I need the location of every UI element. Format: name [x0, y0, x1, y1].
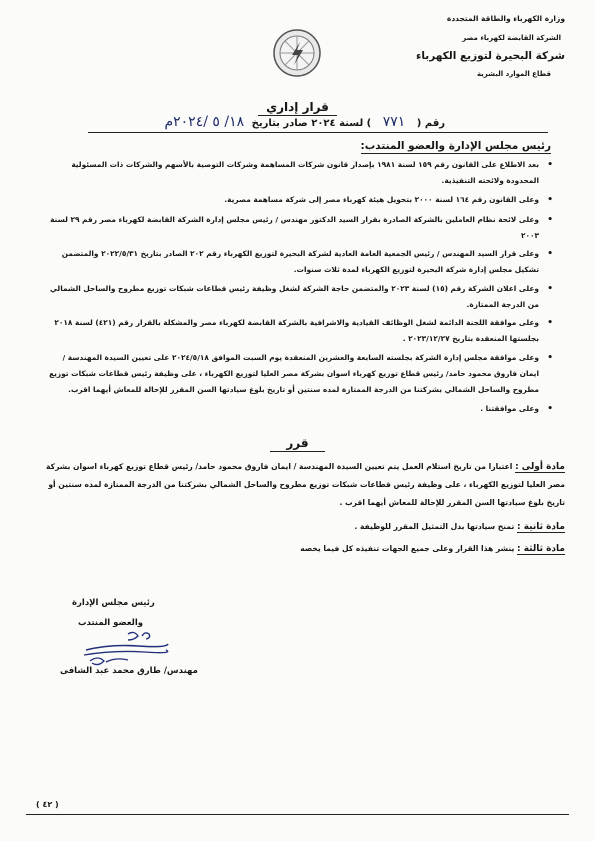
- preamble-8: • وعلى موافقتنا .: [480, 404, 553, 414]
- sector-name: قطاع الموارد البشرية: [476, 70, 551, 78]
- issuer-heading: رئيس مجلس الإدارة والعضو المنتدب:: [360, 140, 551, 152]
- ministry-name: وزارة الكهرباء والطاقة المتجددة: [446, 14, 565, 23]
- preamble-3: • وعلى لائحة نظام العاملين بالشركة الصادرة بقرار السيد الدكتور مهندس / رئيس مجلس إدارة الشركة القابضة لكهرباء مصر رقم ٢٩ لسنة ٢٠٠٣: [50, 215, 553, 240]
- preamble-5: • وعلى اعلان الشركة رقم (١٥) لسنة ٢٠٢٣ والمتضمن حاجة الشركة لشغل وظيفة رئيس قطاعات شبكات توزيع مطروح والساحل الشمالي من الدرجة الممتازة.: [49, 284, 553, 309]
- decree-number-line: رقم ( ٧٧١ ) لسنة ٢٠٢٤ صادر بتاريخ ١٨/ ٥ /٢٠٢٤م: [160, 114, 445, 130]
- preamble-6: • وعلى موافقة اللجنة الدائمة لشغل الوظائف القيادية والاشرافية بالشركة القابضة لكهرباء مصر والمشكلة بالقرار رقم (٤٢١) لسنة ٢٠١٨ بجلستها المنعقدة بتاريخ ٢٠٢٣/١٢/٢٧ .: [54, 318, 553, 343]
- preamble-7: • وعلى موافقة مجلس إدارة الشركة بجلسته السابعة والعشرين المنعقدة يوم السبت الموافق ٢٠٢٤/٥/١٨ على تعيين السيدة المهندسة / ايمان فاروق محمود حامد/ رئيس قطاع توزيع كهرباء اسوان بشركة مصر العليا لتوزيع الكهرباء ، على وظيفة رئيس قطاعات شبكات توزيع مطروح والساحل الشمالي بشركتنا من الدرجة الممتازة لمده سنتين أو تاريخ بلوغ سيادتها السن المقرر للإحالة للمعاش أيهما اقرب.: [49, 353, 553, 394]
- signatory-name: مهندس/ طارق محمد عبد الشافى: [60, 666, 198, 676]
- preamble-2: • وعلى القانون رقم ١٦٤ لسنة ٢٠٠٠ بتحويل هيئة كهرباء مصر إلى شركة مساهمة مصرية.: [224, 195, 553, 205]
- article-3: مادة ثالثة : ينشر هذا القرار وعلى جميع الجهات تنفيذه كل فيما يخصه: [300, 544, 565, 554]
- page-number: ( ٤٢ ): [36, 800, 59, 809]
- preamble-1: • بعد الاطلاع على القانون رقم ١٥٩ لسنة ١٩٨١ بإصدار قانون شركات المساهمة وشركات التوصية بالأسهم والشركات ذات المسئولية المحدودة ولائحته التنفيذية.: [71, 160, 553, 185]
- holding-company-name: الشركة القابضة لكهرباء مصر: [462, 34, 561, 42]
- signatory-title-line2: والعضو المنتدب: [78, 618, 144, 628]
- company-name: شركة البحيرة لتوزيع الكهرباء: [415, 50, 565, 62]
- signatory-title-line1: رئيس مجلس الإدارة: [72, 598, 155, 608]
- article-2: مادة ثانية : تمنح سيادتها بدل التمثيل المقرر للوظيفة .: [354, 522, 565, 532]
- decree-number: ٧٧١: [382, 114, 406, 130]
- article-1: مادة أولى : اعتبارا من تاريخ استلام العمل يتم تعيين السيدة المهندسة / ايمان فاروق محمود حامد/ رئيس قطاع توزيع كهرباء اسوان بشركة مصر العليا لتوزيع الكهرباء ، على وظيفة رئيس قطاعات شبكات توزيع مطروح والساحل الشمالي بشركتنا من الدرجة الممتازة لمده سنتين أو تاريخ بلوغ سيادتها السن المقرر للإحالة للمعاش أيهما اقرب .: [46, 462, 565, 507]
- decision-heading: قرر: [0, 432, 595, 451]
- decree-title: قرار إداري: [0, 96, 595, 115]
- decree-date: ١٨/ ٥ /٢٠٢٤م: [164, 114, 245, 130]
- handwritten-signature-icon: [80, 628, 170, 670]
- preamble-4: • وعلى قرار السيد المهندس / رئيس الجمعية العامة العادية لشركة البحيرة لتوزيع الكهرباء رقم ٢٠٢ الصادر بتاريخ ٢٠٢٢/٥/٣١ والمتضمن تشكيل مجلس إدارة شركة البحيرة لتوزيع الكهرباء لمدة ثلاث سنوات.: [61, 249, 553, 274]
- company-logo-icon: [272, 28, 322, 78]
